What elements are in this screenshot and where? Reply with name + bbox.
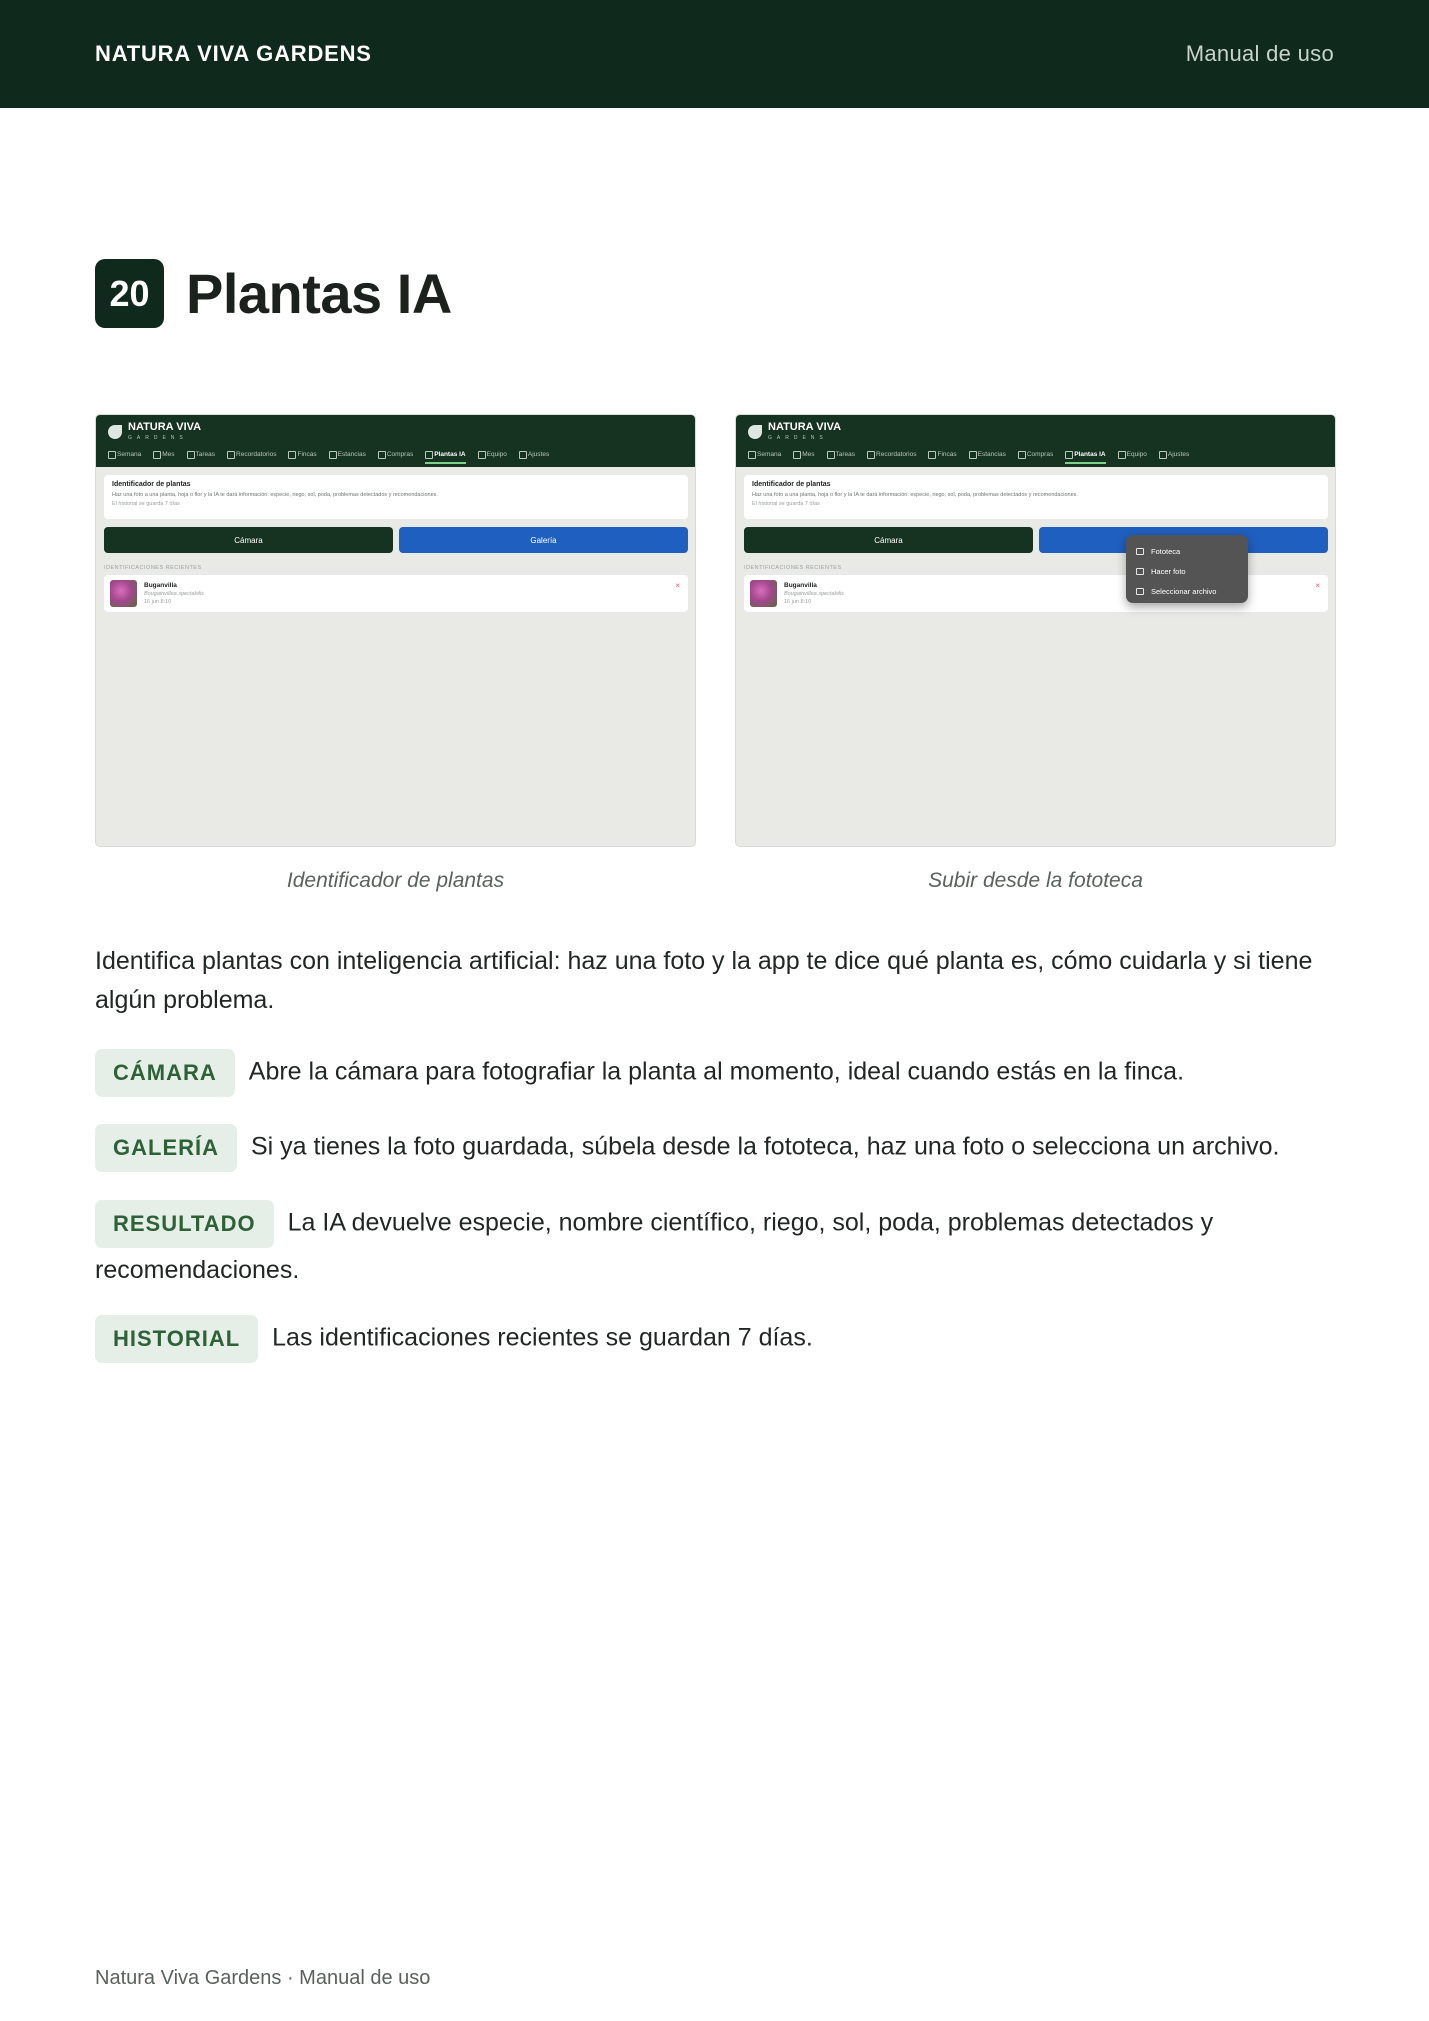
feature-galeria xyxy=(95,1124,1335,1172)
section-heading xyxy=(95,259,452,328)
screenshot-upload xyxy=(735,414,1336,847)
nav-item-tareas[interactable]: Tareas xyxy=(187,451,216,458)
screenshot-caption: Subir desde la fototeca xyxy=(928,869,1143,892)
camera-button[interactable]: Cámara xyxy=(744,527,1033,553)
app-name: NATURA VIVA xyxy=(768,421,842,433)
intro-paragraph: Identifica plantas con inteligencia artificial: haz una foto y la app te dice qué planta es, cómo cuidarla y si tiene algún problema. xyxy=(95,947,1313,1014)
identifier-description: Haz una foto a una planta, hoja o flor y la IA te dará información: especie, riego, sol, poda, problemas detectados y recomendaciones. xyxy=(752,492,1078,498)
feature-camara xyxy=(95,1049,1335,1097)
plant-name: Buganvilla xyxy=(144,582,177,589)
recent-label: IDENTIFICACIONES RECIENTES xyxy=(744,565,842,571)
nav-item-estancias[interactable]: Estancias xyxy=(969,451,1006,458)
delete-icon[interactable]: × xyxy=(675,581,680,590)
plant-scientific-name: Bougainvillea spectabilis xyxy=(144,591,204,597)
camera-button[interactable]: Cámara xyxy=(104,527,393,553)
nav-item-recordatorios[interactable]: Recordatorios xyxy=(867,451,916,458)
screenshot-identifier xyxy=(95,414,696,847)
app-tagline: GARDENS xyxy=(128,435,188,441)
plant-thumbnail xyxy=(110,580,137,607)
nav-item-fincas[interactable]: Fincas xyxy=(928,451,956,458)
app-tagline: GARDENS xyxy=(768,435,828,441)
menu-item-hacer-foto[interactable] xyxy=(1136,561,1238,581)
top-bar xyxy=(0,0,1429,108)
plant-scientific-name: Bougainvillea spectabilis xyxy=(784,591,844,597)
feature-tag: HISTORIAL xyxy=(95,1315,258,1363)
document-label: Manual de uso xyxy=(1185,41,1334,66)
nav-item-plantas-ia[interactable]: Plantas IA xyxy=(425,451,465,458)
menu-item-label: Fototeca xyxy=(1151,546,1181,556)
footer-text: Natura Viva Gardens · Manual de uso xyxy=(95,1967,431,1989)
feature-tag: GALERÍA xyxy=(95,1124,237,1172)
nav-item-recordatorios[interactable]: Recordatorios xyxy=(227,451,276,458)
feature-text: Abre la cámara para fotografiar la planta al momento, ideal cuando estás en la finca. xyxy=(248,1057,1185,1086)
identifier-card xyxy=(744,475,1328,519)
plant-thumbnail xyxy=(750,580,777,607)
upload-menu xyxy=(1126,535,1248,603)
plant-date: 16 jun 8:10 xyxy=(144,599,172,605)
nav-item-compras[interactable]: Compras xyxy=(378,451,413,458)
gallery-button[interactable]: Galería xyxy=(399,527,688,553)
leaf-icon xyxy=(748,425,762,439)
plant-date: 16 jun 8:10 xyxy=(784,599,812,605)
brand-name: NATURA VIVA GARDENS xyxy=(95,41,372,66)
app-logo xyxy=(748,422,841,441)
photo-library-icon xyxy=(1136,548,1144,555)
nav-item-compras[interactable]: Compras xyxy=(1018,451,1053,458)
identifier-description: Haz una foto a una planta, hoja o flor y la IA te dará información: especie, riego, sol, poda, problemas detectados y recomendaciones. xyxy=(112,492,438,498)
folder-icon xyxy=(1136,588,1144,595)
menu-item-label: Hacer foto xyxy=(1151,566,1186,576)
app-logo xyxy=(108,422,201,441)
menu-item-fototeca[interactable] xyxy=(1136,541,1238,561)
app-nav xyxy=(108,451,549,458)
nav-item-plantas-ia[interactable]: Plantas IA xyxy=(1065,451,1105,458)
app-header xyxy=(96,415,695,467)
app-nav xyxy=(748,451,1189,458)
app-name: NATURA VIVA xyxy=(128,421,202,433)
menu-item-label: Seleccionar archivo xyxy=(1151,586,1217,596)
feature-text: Las identificaciones recientes se guardan 7 días. xyxy=(272,1323,813,1352)
nav-item-ajustes[interactable]: Ajustes xyxy=(519,451,549,458)
screenshot-caption: Identificador de plantas xyxy=(286,869,505,892)
nav-item-equipo[interactable]: Equipo xyxy=(478,451,507,458)
app-header xyxy=(736,415,1335,467)
nav-item-tareas[interactable]: Tareas xyxy=(827,451,856,458)
feature-resultado xyxy=(95,1200,1335,1292)
feature-tag: CÁMARA xyxy=(95,1049,235,1097)
nav-item-mes[interactable]: Mes xyxy=(153,451,174,458)
identifier-title: Identificador de plantas xyxy=(752,481,831,488)
leaf-icon xyxy=(108,425,122,439)
nav-item-equipo[interactable]: Equipo xyxy=(1118,451,1147,458)
nav-item-fincas[interactable]: Fincas xyxy=(288,451,316,458)
nav-item-estancias[interactable]: Estancias xyxy=(329,451,366,458)
history-note: El historial se guarda 7 días xyxy=(752,501,820,507)
plant-name: Buganvilla xyxy=(784,582,817,589)
nav-item-mes[interactable]: Mes xyxy=(793,451,814,458)
nav-item-semana[interactable]: Semana xyxy=(108,451,141,458)
menu-item-seleccionar-archivo[interactable] xyxy=(1136,581,1238,601)
history-note: El historial se guarda 7 días xyxy=(112,501,180,507)
recent-item[interactable] xyxy=(104,575,688,612)
recent-label: IDENTIFICACIONES RECIENTES xyxy=(104,565,202,571)
nav-item-ajustes[interactable]: Ajustes xyxy=(1159,451,1189,458)
feature-text: La IA devuelve especie, nombre científico, riego, sol, poda, problemas detectados y recomendaciones. xyxy=(95,1208,1214,1284)
identifier-card xyxy=(104,475,688,519)
identifier-title: Identificador de plantas xyxy=(112,481,191,488)
page-title: Plantas IA xyxy=(186,262,452,325)
feature-historial xyxy=(95,1315,1335,1363)
feature-text: Si ya tienes la foto guardada, súbela desde la fototeca, haz una foto o selecciona un archivo. xyxy=(251,1132,1280,1161)
delete-icon[interactable]: × xyxy=(1315,581,1320,590)
feature-tag: RESULTADO xyxy=(95,1200,274,1248)
nav-item-semana[interactable]: Semana xyxy=(748,451,781,458)
camera-icon xyxy=(1136,568,1144,575)
section-number-badge: 20 xyxy=(95,259,164,328)
